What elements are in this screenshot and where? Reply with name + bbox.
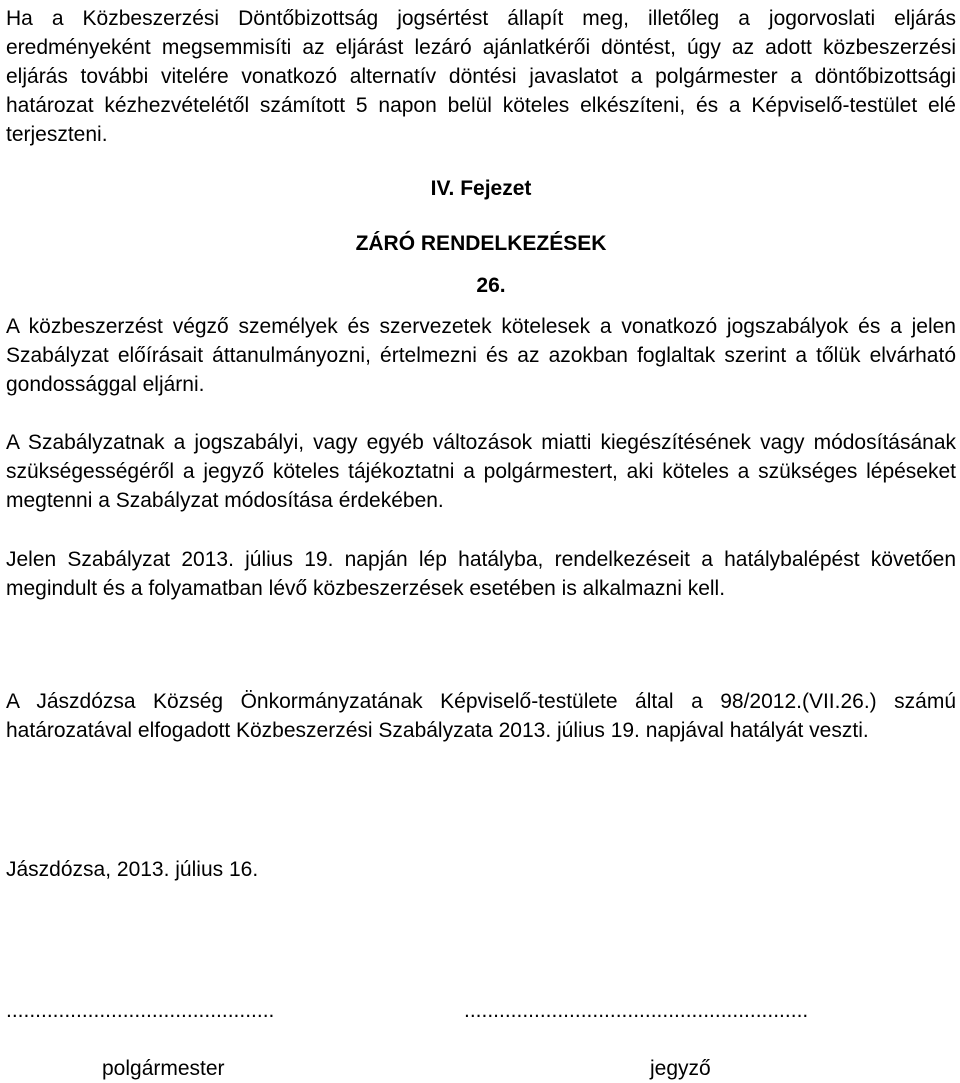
place-and-date: Jászdózsa, 2013. július 16. [6, 858, 259, 881]
paragraph: Jelen Szabályzat 2013. július 19. napján lép hatályba, rendelkezéseit a hatálybalépést követően megindult és a folyamatban lévő közbeszerzések esetében is alkalmazni kell. [6, 548, 956, 600]
signature-label-mayor: polgármester [102, 1057, 225, 1080]
paragraph: A Jászdózsa Község Önkormányzatának Képviselő-testülete által a 98/2012.(VII.26.) számú határozatával elfogadott Közbeszerzési Szabályzata 2013. július 19. napjával hatályát veszti. [6, 690, 956, 742]
paragraph: A Szabályzatnak a jogszabályi, vagy egyéb változások miatti kiegészítésének vagy módosításának szükségességéről a jegyző köteles tájékoztatni a polgármestert, aki köteles a szükséges lépéseket megtenni a Szabályzat módosítása érdekében. [6, 431, 956, 512]
chapter-title: ZÁRÓ RENDELKEZÉSEK [355, 232, 607, 255]
signature-line-left: .............................................. [6, 999, 275, 1022]
signature-line-right: ........................................................... [464, 999, 809, 1022]
chapter-heading: IV. Fejezet [430, 177, 532, 200]
signature-label-notary: jegyző [650, 1057, 711, 1080]
intro-paragraph: Ha a Közbeszerzési Döntőbizottság jogsértést állapít meg, illetőleg a jogorvoslati eljárás eredményeként megsemmisíti az eljárást lezáró ajánlatkérői döntést, úgy az adott közbeszerzési eljárás további vitelére vonatkozó alternatív döntési javaslatot a polgármester a döntőbizottsági határozat kézhezvételétől számított 5 napon belül köteles elkészíteni, és a Képviselő-testület elé terjeszteni. [6, 7, 956, 146]
section-number: 26. [476, 274, 506, 297]
paragraph: A közbeszerzést végző személyek és szervezetek kötelesek a vonatkozó jogszabályok és a jelen Szabályzat előírásait áttanulmányozni, értelmezni és az azokban foglaltak szerint a tőlük elvárható gondossággal eljárni. [6, 315, 956, 396]
